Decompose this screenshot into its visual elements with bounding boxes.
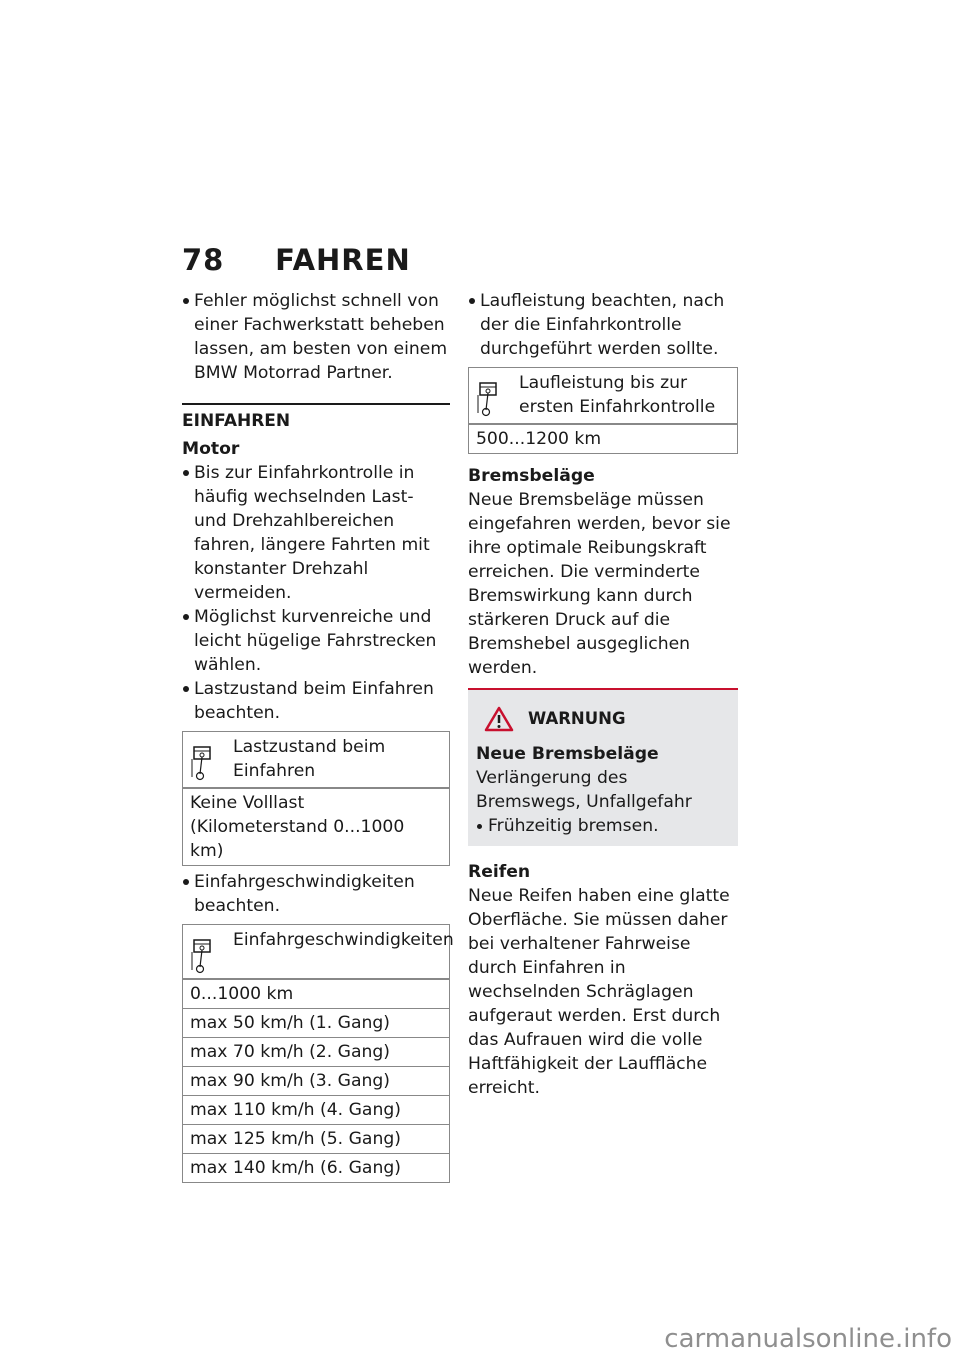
table-row: 500...1200 km [469, 424, 737, 453]
warning-label: WARNUNG [528, 709, 626, 728]
table-row: Keine Volllast (Kilometerstand 0...1000 km) [183, 788, 449, 865]
table-header [183, 732, 449, 788]
warning-box [468, 688, 738, 846]
engine-piston-icon [475, 371, 519, 419]
motor-bullet-2: Möglichst kurvenreiche und leicht hügelige Fahrstrecken wählen. [182, 605, 450, 677]
table-title: Lastzustand beim Einfahren [233, 737, 386, 781]
motor-heading: Motor [182, 439, 240, 459]
load-state-table [182, 731, 450, 866]
speed-bullet: Einfahrgeschwindigkeiten beachten. [182, 870, 450, 918]
table-header [183, 925, 454, 979]
table-row: 0...1000 km [183, 979, 449, 1008]
section-title: EINFAHREN [182, 403, 450, 433]
brakes-text: Neue Bremsbeläge müssen eingefahren werden, bevor sie ihre optimale Reibungskraft erreichen. Die verminderte Bremswirkung kann durch stärkeren Druck auf die Bremshebel ausgeglichen werden. [468, 490, 731, 678]
table-row: max 70 km/h (2. Gang) [183, 1037, 449, 1066]
table-header [469, 368, 737, 424]
table-row: max 140 km/h (6. Gang) [183, 1153, 449, 1182]
table-row: max 110 km/h (4. Gang) [183, 1095, 449, 1124]
warning-triangle-icon [484, 706, 514, 732]
mileage-bullet: Laufleistung beachten, nach der die Einfahrkontrolle durchgeführt werden sollte. [468, 289, 738, 361]
page-title: FAHREN [275, 243, 411, 277]
page-header [182, 243, 411, 277]
motor-bullet-1: Bis zur Einfahrkontrolle in häufig wechselnden Last- und Drehzahlbereichen fahren, längere Fahrten mit konstanter Drehzahl vermeiden. [182, 461, 450, 605]
tyres-heading: Reifen [468, 862, 531, 882]
left-column [182, 289, 454, 1187]
tyres-text: Neue Reifen haben eine glatte Oberfläche. Sie müssen daher bei verhaltener Fahrweise durch Einfahren in wechselnden Schräglagen aufgeraut werden. Erst durch das Aufrauen wird die volle Haftfähigkeit der Lauffläche erreicht. [468, 886, 730, 1098]
motor-bullet-3: Lastzustand beim Einfahren beachten. [182, 677, 450, 725]
page-number: 78 [182, 243, 225, 277]
right-column [468, 289, 738, 1100]
warning-header [484, 706, 730, 732]
run-in-speed-table [182, 924, 454, 1183]
table-title: Einfahrgeschwindigkeiten [233, 930, 454, 950]
table-title: Laufleistung bis zur ersten Einfahrkontrolle [519, 373, 716, 417]
engine-piston-icon [189, 928, 233, 974]
warning-action: Frühzeitig bremsen. [476, 814, 730, 838]
warning-text: Verlängerung des Bremswegs, Unfallgefahr [476, 768, 692, 812]
table-row: max 90 km/h (3. Gang) [183, 1066, 449, 1095]
mileage-table [468, 367, 738, 454]
intro-bullet: Fehler möglichst schnell von einer Fachwerkstatt beheben lassen, am besten von einem BMW Motorrad Partner. [182, 289, 450, 385]
warning-title: Neue Bremsbeläge [476, 744, 659, 764]
table-row: max 125 km/h (5. Gang) [183, 1124, 449, 1153]
brakes-heading: Bremsbeläge [468, 466, 595, 486]
watermark: carmanualsonline.info [664, 1324, 952, 1354]
engine-piston-icon [189, 735, 233, 783]
table-row: max 50 km/h (1. Gang) [183, 1008, 449, 1037]
